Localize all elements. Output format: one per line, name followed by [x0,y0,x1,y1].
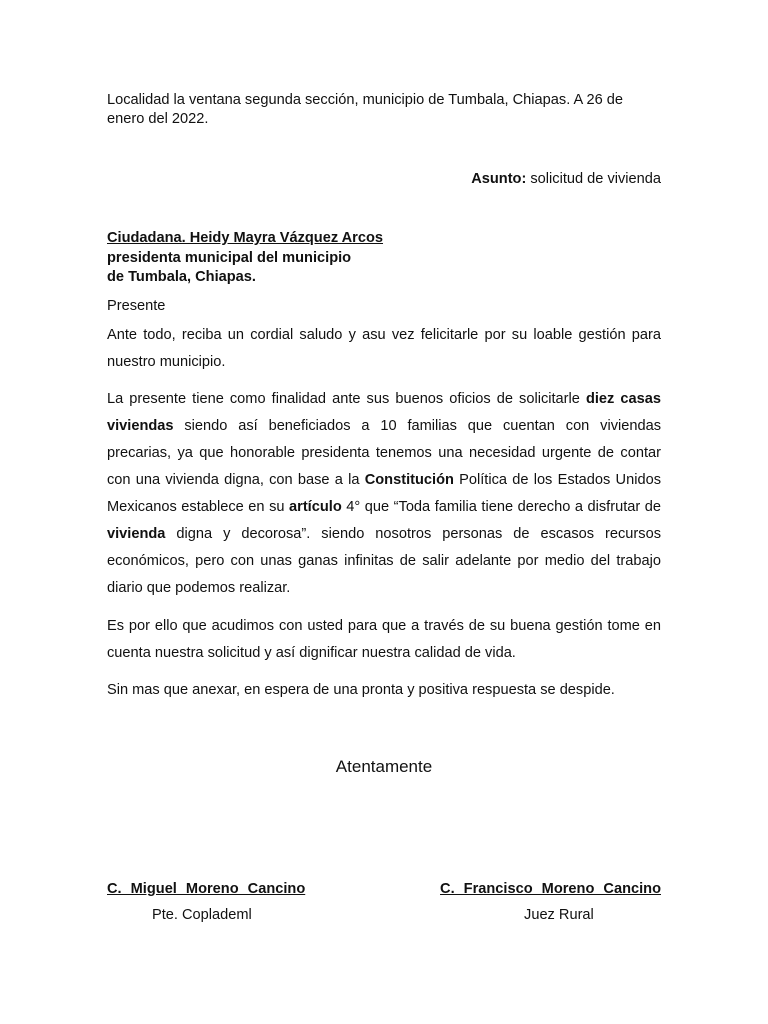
recipient-name: Ciudadana. Heidy Mayra Vázquez Arcos [107,230,384,246]
place-and-date: Localidad la ventana segunda sección, municipio de Tumbala, Chiapas. A 26 de enero del 2022. [107,92,623,127]
paragraph-reason: Es por ello que acudimos con usted para que a través de su buena gestión tome en cuenta nuestra solicitud y así dignificar nuestra calidad de vida. [107,618,661,661]
recipient-block [107,229,383,288]
signatory-role: Pte. Coplademl [152,907,252,923]
paragraph-greeting: Ante todo, reciba un cordial saludo y asu vez felicitarle por su loable gestión para nuestro municipio. [107,327,661,370]
signature-left [107,880,305,925]
subject-label: Asunto: [471,171,527,187]
signatory-role: Juez Rural [524,907,594,923]
signatory-name: C. Francisco Moreno Cancino [440,881,661,897]
request-text-2: siendo así beneficiados a 10 familias que cuentan con viviendas precarias, ya que honorable presidenta tenemos una necesidad urgente de contar con una vivienda digna, con base a la [107,418,661,488]
request-text-4: 4° que “Toda familia tiene derecho a disfrutar de [341,499,662,515]
signatory-name: C. Miguel Moreno Cancino [107,881,306,897]
closing: Atentamente [335,757,433,776]
request-text-3: Política de los Estados Unidos Mexicanos establece en su [107,472,661,515]
signature-right [440,880,661,925]
greeting: Presente [107,298,166,314]
request-bold-constitution: Constitución [364,472,454,488]
recipient-location: de Tumbala, Chiapas. [107,269,256,285]
subject-text: solicitud de vivienda [526,171,661,187]
subject-line [471,170,661,189]
recipient-title: presidenta municipal del municipio [107,249,352,266]
letter-page [107,0,661,1024]
paragraph-farewell: Sin mas que anexar, en espera de una pronta y positiva respuesta se despide. [107,682,615,698]
request-text-5: digna y decorosa”. siendo nosotros personas de escasos recursos económicos, pero con unas ganas infinitas de salir adelante por medio del trabajo diario que podemos realizar. [107,526,661,596]
request-bold-housing: vivienda [107,526,166,542]
request-bold-houses: diez casas viviendas [107,391,661,434]
request-bold-article: artículo [289,499,342,515]
paragraph-request [107,386,661,602]
request-text-1: La presente tiene como finalidad ante sus buenos oficios de solicitarle [107,391,586,407]
